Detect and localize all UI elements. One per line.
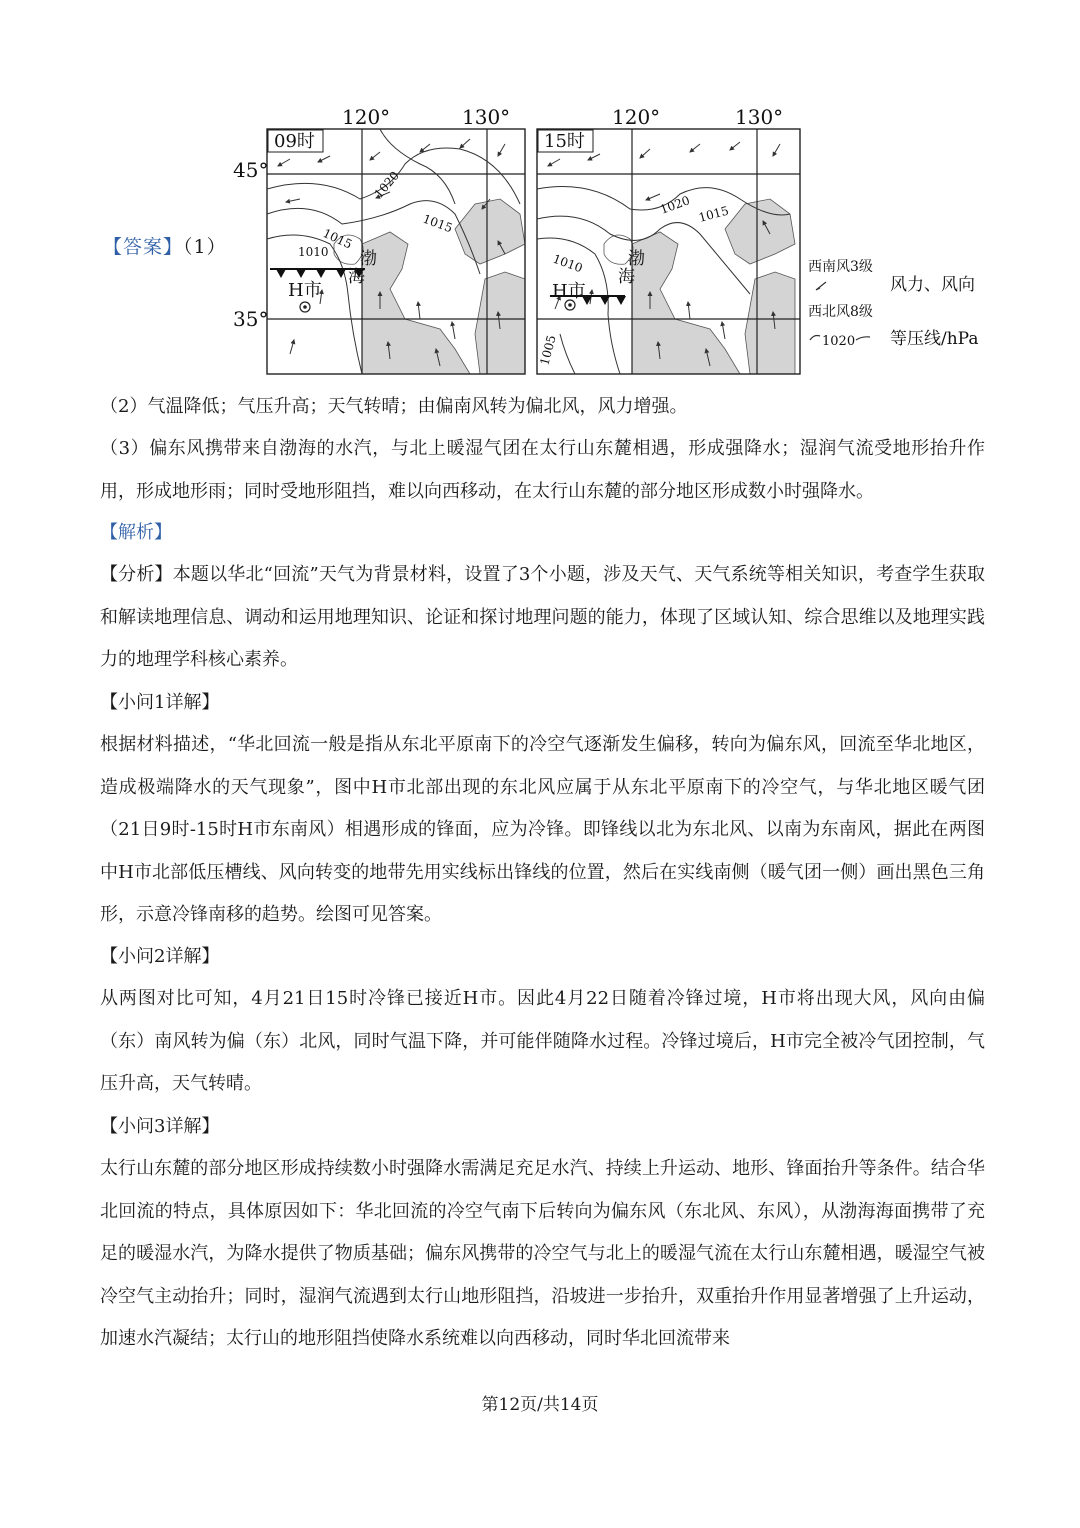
- answer-q2: （2）气温降低；气压升高；天气转晴；由偏南风转为偏北风，风力增强。: [100, 396, 688, 417]
- analysis-fenxi: [100, 554, 985, 682]
- page-footer: 第12页/共14页: [481, 1395, 599, 1415]
- map1-time-label: 09时: [274, 131, 315, 152]
- answer-label: 【答案】: [103, 236, 184, 258]
- map2-isobar-1015: 1015: [697, 203, 731, 225]
- legend-wind-arrow-icon: [816, 282, 826, 290]
- map2-lon130-label: 130°: [735, 105, 784, 129]
- map1-sea-char2: 海: [348, 267, 365, 287]
- map1-isobar-1010: 1010: [298, 245, 329, 259]
- legend-isobar-value: 1020: [822, 334, 856, 349]
- answer-q3: （3）偏东风携带来自渤海的水汽，与北上暖湿气团在太行山东麓相遇，形成强降水；湿润气流受地形抬升作用，形成地形雨；同时受地形阻挡，难以向西移动，在太行山东麓的部分地区形成数小时强降水。: [100, 438, 985, 502]
- map-09: [233, 105, 525, 374]
- fenxi-text: 本题以华北“回流”天气为背景材料，设置了3个小题，涉及天气、天气系统等相关知识，考查学生获取和解读地理信息、调动和运用地理知识、论证和探讨地理问题的能力，体现了区域认知、综合思维以及地理实践力的地理学科核心素养。: [100, 564, 985, 670]
- map2-sea-char1: 渤: [628, 249, 645, 269]
- sub2-label: 【小问2详解】: [100, 946, 220, 967]
- analysis-label: 【解析】: [100, 522, 172, 543]
- legend-wind-nw: 西北风8级: [808, 304, 873, 320]
- map1-lon130-label: 130°: [462, 105, 511, 129]
- legend-wind-title: 风力、风向: [890, 275, 975, 295]
- map2-isobar-1010: 1010: [550, 251, 585, 276]
- map2-sea-char2: 海: [618, 267, 635, 287]
- sub3-label: 【小问3详解】: [100, 1116, 220, 1137]
- answer-heading: [103, 232, 227, 259]
- weather-map-figure: [230, 104, 990, 384]
- legend-isobar-title: 等压线/hPa: [890, 329, 979, 349]
- weather-map-svg: [230, 104, 990, 384]
- map2-lon120-label: 120°: [612, 105, 661, 129]
- map1-isobar-1020: 1020: [371, 168, 402, 201]
- map1-lat45-label: 45°: [233, 158, 269, 182]
- map-legend: [808, 258, 979, 349]
- sub1-label: 【小问1详解】: [100, 692, 220, 713]
- map1-isobar-1015a: 1015: [320, 226, 355, 252]
- map1-sea-char1: 渤: [360, 249, 377, 269]
- map1-lon120-label: 120°: [342, 105, 391, 129]
- map2-isobar-1020: 1020: [658, 193, 692, 217]
- map1-isobar-1015b: 1015: [420, 211, 455, 236]
- sub2-text: 从两图对比可知，4月21日15时冷锋已接近H市。因此4月22日随着冷锋过境，H市将出现大风，风向由偏（东）南风转为偏（东）北风，同时气温下降，并可能伴随降水过程。冷锋过境后，H市完全被冷气团控制，气压升高，天气转晴。: [100, 988, 985, 1094]
- answer-q1-number: （1）: [183, 236, 227, 258]
- map2-isobar-1005: 1005: [537, 333, 559, 367]
- sub1-text: 根据材料描述，“华北回流一般是指从东北平原南下的冷空气逐渐发生偏移，转向为偏东风，回流至华北地区，造成极端降水的天气现象”，图中H市北部出现的东北风应属于从东北平原南下的冷空气，与华北地区暖气团（21日9时-15时H市东南风）相遇形成的锋面，应为冷锋。即锋线以北为东北风、以南为东南风，据此在两图中H市北部低压槽线、风向转变的地带先用实线标出锋线的位置，然后在实线南侧（暖气团一侧）画出黑色三角形，示意冷锋南移的趋势。绘图可见答案。: [100, 734, 985, 925]
- map1-lat35-label: 35°: [233, 307, 269, 331]
- map-15: [537, 105, 800, 374]
- legend-wind-sw: 西南风3级: [808, 259, 873, 275]
- fenxi-label: 【分析】: [100, 564, 173, 585]
- map1-city-label: H市: [288, 280, 322, 301]
- sub3-text: 太行山东麓的部分地区形成持续数小时强降水需满足充足水汽、持续上升运动、地形、锋面抬升等条件。结合华北回流的特点，具体原因如下：华北回流的冷空气南下后转向为偏东风（东北风、东风），从渤海海面携带了充足的暖湿水汽，为降水提供了物质基础；偏东风携带的冷空气与北上的暖湿气流在太行山东麓相遇，暖湿空气被冷空气主动抬升；同时，湿润气流遇到太行山地形阻挡，沿坡进一步抬升，双重抬升作用显著增强了上升运动，加速水汽凝结；太行山的地形阻挡使降水系统难以向西移动，同时华北回流带来: [100, 1158, 985, 1349]
- map2-time-label: 15时: [544, 131, 585, 152]
- map2-city-label: H市: [552, 281, 586, 302]
